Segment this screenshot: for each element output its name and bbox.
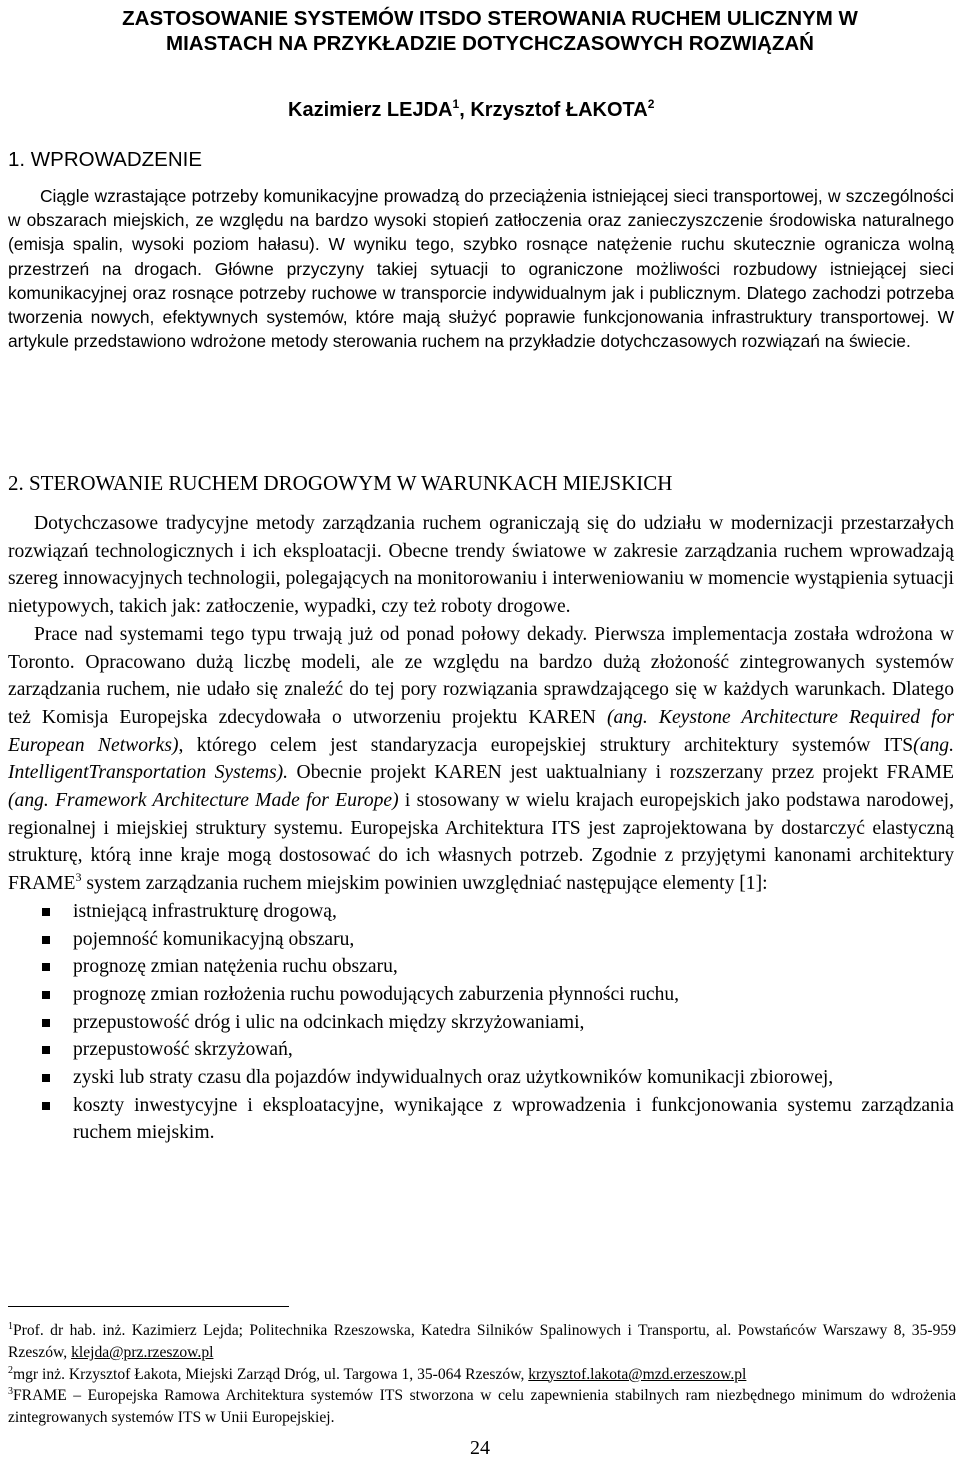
section-2-paragraph-1: Dotychczasowe tradycyjne metody zarządzania ruchem ograniczają się do udziału w modernizacji przestarzałych rozwiązań technologicznych i ich eksploatacji. Obecne trendy światowe w zakresie zarządzania ruchem wprowadzają szereg innowacyjnych technologii, polegających na monitorowaniu i interweniowaniu w momencie wystąpienia sytuacji nietypowych, takich jak: zatłoczenie, wypadki, czy też roboty drogowe. <box>8 513 954 618</box>
footnote-2-text: mgr inż. Krzysztof Łakota, Miejski Zarząd Dróg, ul. Targowa 1, 35-064 Rzeszów, <box>13 1365 529 1383</box>
p2-italic-frame: (ang. Framework Architecture Made for Europe) <box>8 790 399 812</box>
footnote-1-email-link[interactable]: klejda@prz.rzeszow.pl <box>71 1343 214 1361</box>
footnote-1 <box>8 1320 956 1364</box>
list-item: zyski lub straty czasu dla pojazdów indywidualnych oraz użytkowników komunikacji zbiorowej, <box>8 1064 954 1092</box>
section-2-body <box>8 510 954 1147</box>
p2-part-d: i stosowany w wielu krajach europejskich jako podstawa narodowej, regionalnej i miejskiej struktury systemu. Europejska Architektura ITS jest zaprojektowana by dostarczyć elastyczną strukturę, którą inne kraje mogą dostosować do ich własnych potrzeb. Zgodnie z przyjętymi kanonami architektury FRAME <box>8 790 954 895</box>
paper-title <box>30 6 950 56</box>
footnote-3 <box>8 1385 956 1429</box>
p2-part-e: system zarządzania ruchem miejskim powinien uwzględniać następujące elementy [1]: <box>81 873 768 895</box>
elements-list <box>8 898 954 1147</box>
p2-part-b: , którego celem jest standaryzacja europejskiej struktury architektury systemów ITS <box>178 734 914 756</box>
list-item: pojemność komunikacyjną obszaru, <box>8 926 954 954</box>
title-line-2: MIASTACH NA PRZYKŁADZIE DOTYCHCZASOWYCH ROZWIĄZAŃ <box>166 32 814 55</box>
author-separator: , <box>459 99 471 121</box>
section-1-paragraph: Ciągle wzrastające potrzeby komunikacyjne prowadzą do przeciążenia istniejącej sieci transportowej, w szczególności w obszarach miejskich, ze względu na bardzo wysoki stopień zatłoczenia oraz zanieczyszczenie środowiska naturalnego (emisja spalin, wysoki poziom hałasu). W wyniku tego, szybko rosnące natężenie ruchu skutecznie ogranicza wolną przestrzeń na drogach. Główne przyczyny takiej sytuacji to ograniczone możliwości rozbudowy istniejącej sieci komunikacyjnej oraz rosnące potrzeby ruchowe w transporcie indywidualnym jak i publicznym. Dlatego zachodzi potrzeba tworzenia nowych, efektywnych systemów, które mają służyć poprawie funkcjonowania infrastruktury transportowej. W artykule przedstawiono wdrożone metody sterowania ruchem na przykładzie dotychczasowych rozwiązań na świecie. <box>8 186 954 352</box>
list-item: koszty inwestycyjne i eksploatacyjne, wynikające z wprowadzenia i funkcjonowania systemu zarządzania ruchem miejskim. <box>8 1092 954 1147</box>
p2-part-a: Prace nad systemami tego typu trwają już od ponad połowy dekady. Pierwsza implementacja została wdrożona w Toronto. Opracowano dużą liczbę modeli, ale ze względu na bardzo dużą złożoność zintegrowanych systemów zarządzania ruchem, nie udało się znaleźć do tej pory rozwiązania sprawdzającego się w każdych warunkach. Dlatego też Komisja Europejska zdecydowała o utworzeniu projektu KAREN <box>8 623 954 728</box>
footnote-3-mark: 3 <box>8 1386 13 1398</box>
section-2-paragraph-2 <box>8 621 954 898</box>
section-1-heading: 1. WPROWADZENIE <box>8 148 202 171</box>
footnote-2-mark: 2 <box>8 1364 13 1376</box>
page-number: 24 <box>470 1437 490 1459</box>
p2-italic-karen: (ang. Keystone Architecture Required for European Networks) <box>8 706 955 756</box>
list-item: prognozę zmian rozłożenia ruchu powodujących zaburzenia płynności ruchu, <box>8 981 954 1009</box>
footnote-2-email-link[interactable]: krzysztof.lakota@mzd.erzeszow.pl <box>528 1365 747 1383</box>
footnotes <box>8 1320 956 1429</box>
author-1: Kazimierz LEJDA <box>288 99 453 121</box>
footnote-separator <box>8 1306 289 1307</box>
author-1-mark: 1 <box>452 97 460 111</box>
section-2-heading: 2. STEROWANIE RUCHEM DROGOWYM W WARUNKACH MIEJSKICH <box>8 471 673 495</box>
title-line-1: ZASTOSOWANIE SYSTEMÓW ITSDO STEROWANIA RUCHEM ULICZNYM W <box>122 7 858 30</box>
list-item: przepustowość skrzyżowań, <box>8 1036 954 1064</box>
footnote-3-reference: 3 <box>75 870 82 885</box>
author-2: Krzysztof ŁAKOTA <box>470 99 648 121</box>
list-item: prognozę zmian natężenia ruchu obszaru, <box>8 953 954 981</box>
p2-part-c: Obecnie projekt KAREN jest uaktualniany i rozszerzany przez projekt FRAME <box>288 762 955 784</box>
author-2-mark: 2 <box>647 97 655 111</box>
footnote-1-text: Prof. dr hab. inż. Kazimierz Lejda; Politechnika Rzeszowska, Katedra Silników Spalinowych i Transportu, al. Powstańców Warszawy 8, 35-959 Rzeszów, <box>8 1322 956 1361</box>
list-item: istniejącą infrastrukturę drogową, <box>8 898 954 926</box>
footnote-3-text: FRAME – Europejska Ramowa Architektura systemów ITS stworzona w celu zapewnienia stabilnych ram niezbędnego minimum do wdrożenia zintegrowanych systemów ITS w Unii Europejskiej. <box>8 1387 956 1427</box>
list-item: przepustowość dróg i ulic na odcinkach między skrzyżowaniami, <box>8 1009 954 1037</box>
footnote-1-mark: 1 <box>8 1321 13 1332</box>
authors-line <box>288 98 654 122</box>
p2-italic-its: (ang. IntelligentTransportation Systems). <box>8 734 954 784</box>
footnote-2 <box>8 1364 956 1386</box>
